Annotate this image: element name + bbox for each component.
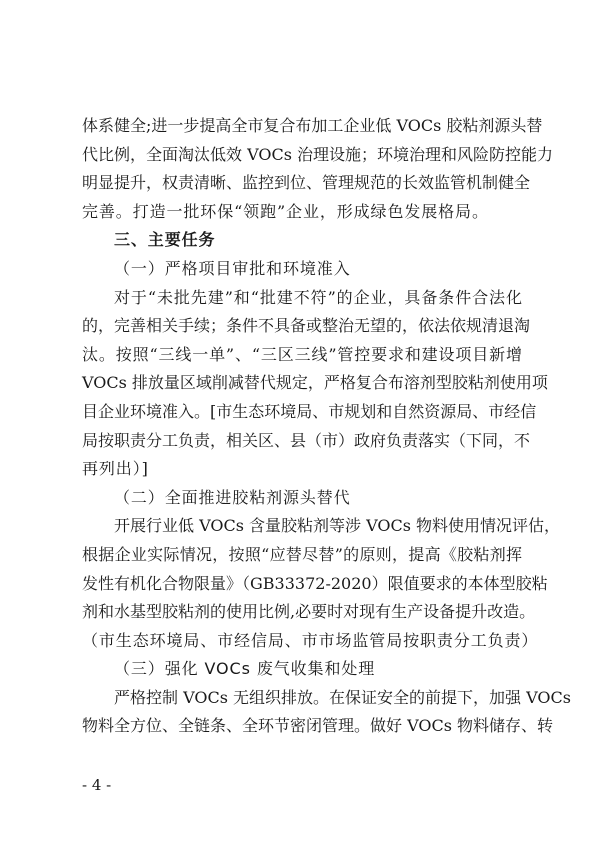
paragraph-line: 发性有机化合物限量》（GB33372-2020）限值要求的本体型胶粘 bbox=[82, 573, 548, 593]
paragraph-line: 剂和水基型胶粘剂的使用比例,必要时对现有生产设备提升改造。 bbox=[82, 602, 536, 622]
paragraph-line: VOCs 排放量区域削减替代规定，严格复合布溶剂型胶粘剂使用项 bbox=[82, 373, 548, 393]
subsection-heading: （三）强化 VOCs 废气收集和处理 bbox=[114, 659, 376, 679]
page-number: - 4 - bbox=[82, 776, 112, 794]
paragraph-line: 代比例，全面淘汰低效 VOCs 治理设施；环境治理和风险防控能力 bbox=[82, 144, 554, 164]
paragraph-line: 汰。按照“三线一单”、“三区三线”管控要求和建设项目新增 bbox=[82, 344, 522, 364]
paragraph-line: 再列出）] bbox=[82, 459, 149, 479]
paragraph-line: 对于“未批先建”和“批建不符”的企业，具备条件合法化 bbox=[114, 287, 522, 307]
paragraph-line: 严格控制 VOCs 无组织排放。在保证安全的前提下，加强 VOCs bbox=[114, 687, 571, 707]
paragraph-line: 局按职责分工负责，相关区、县（市）政府负责落实（下同，不 bbox=[82, 430, 531, 450]
section-heading: 三、主要任务 bbox=[114, 230, 216, 250]
paragraph-line: 物料全方位、全链条、全环节密闭管理。做好 VOCs 物料储存、转 bbox=[82, 716, 554, 736]
paragraph-line: 完善。打造一批环保“领跑”企业，形成绿色发展格局。 bbox=[82, 201, 489, 221]
paragraph-line: 开展行业低 VOCs 含量胶粘剂等涉 VOCs 物料使用情况评估， bbox=[114, 516, 561, 536]
body-text bbox=[82, 112, 571, 741]
paragraph-line: 的，完善相关手续；条件不具备或整治无望的，依法依规清退淘 bbox=[82, 316, 531, 336]
paragraph-line: 根据企业实际情况，按照“应替尽替”的原则，提高《胶粘剂挥 bbox=[82, 544, 522, 564]
paragraph-line: 体系健全;进一步提高全市复合布加工企业低 VOCs 胶粘剂源头替 bbox=[82, 116, 543, 135]
subsection-heading: （一）严格项目审批和环境准入 bbox=[114, 258, 351, 278]
subsection-heading: （二）全面推进胶粘剂源头替代 bbox=[114, 487, 351, 507]
paragraph-line: 目企业环境准入。[市生态环境局、市规划和自然资源局、市经信 bbox=[82, 401, 537, 421]
paragraph-line: （市生态环境局、市经信局、市市场监管局按职责分工负责） bbox=[82, 630, 539, 650]
paragraph-line: 明显提升，权责清晰、监控到位、管理规范的长效监管机制健全 bbox=[82, 173, 531, 193]
